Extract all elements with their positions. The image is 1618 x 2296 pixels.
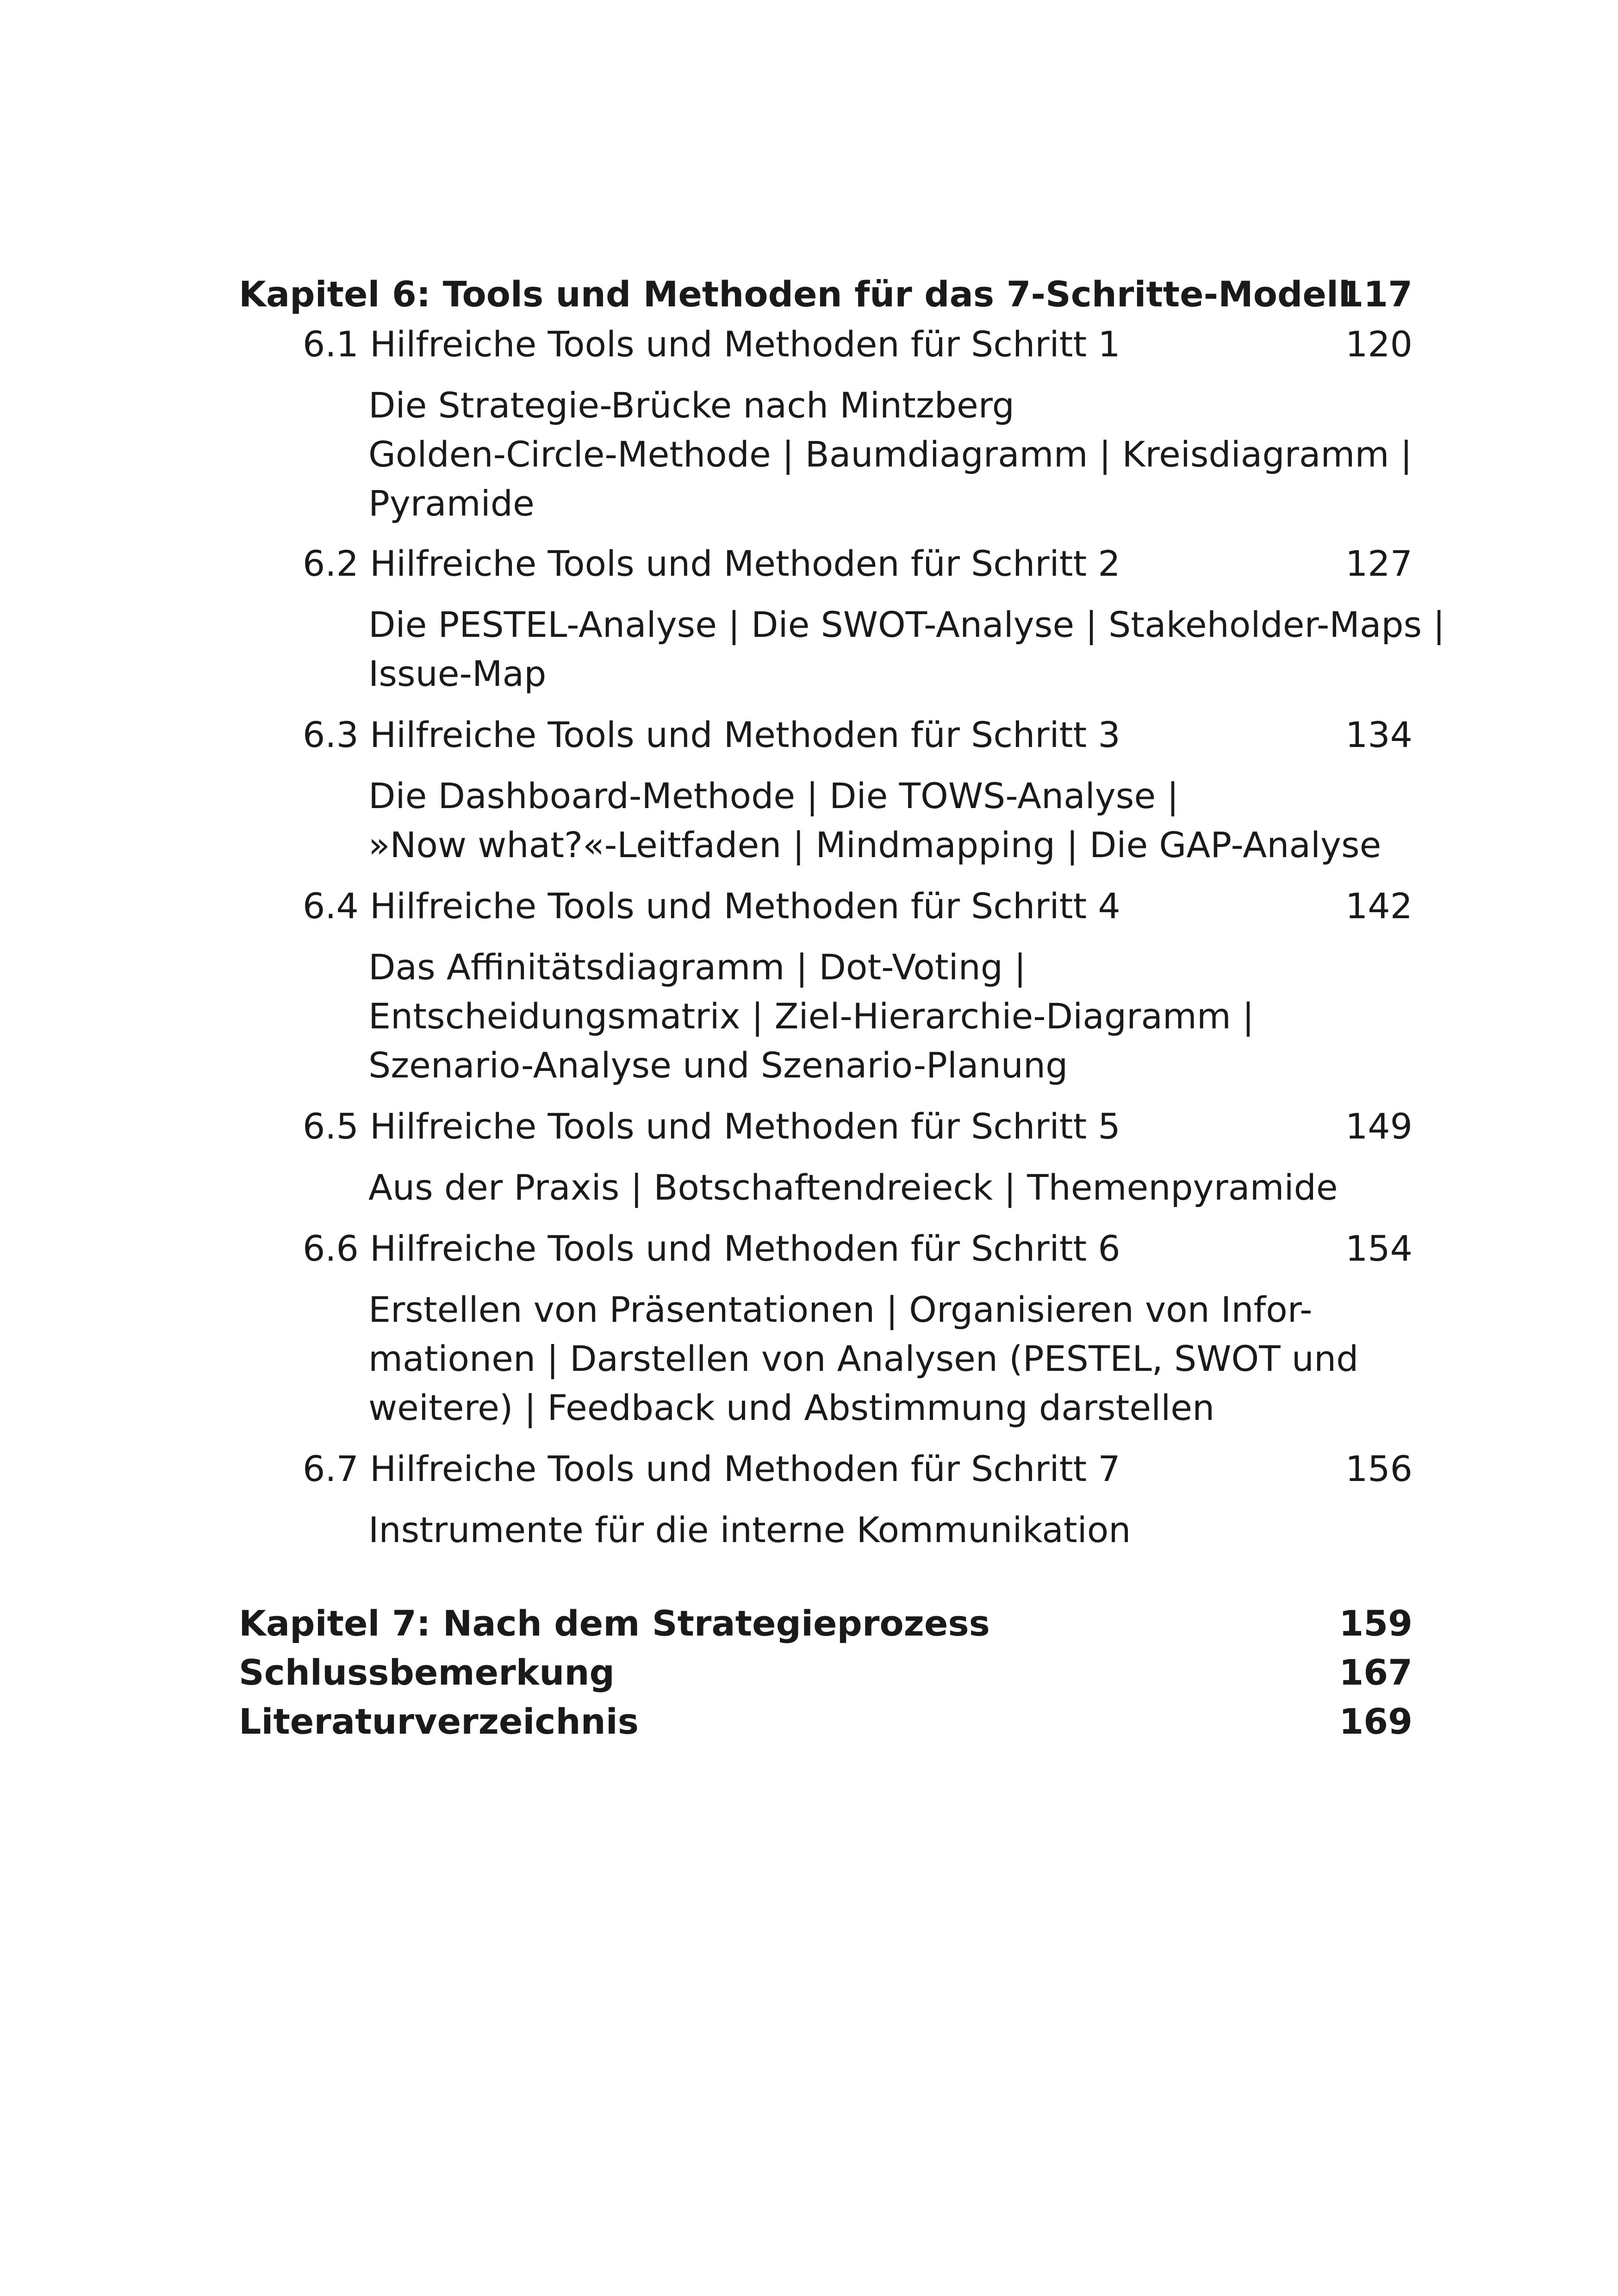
section-6-3-title: 6.3 Hilfreiche Tools und Methoden für Schritt 3 bbox=[303, 714, 1120, 755]
section-6-3-page: 134 bbox=[1345, 714, 1413, 755]
section-6-1-page: 120 bbox=[1345, 324, 1413, 365]
section-6-6-topic-line: weitere) | Feedback und Abstimmung darstellen bbox=[368, 1387, 1215, 1428]
section-6-5-page: 149 bbox=[1345, 1106, 1413, 1147]
section-6-6-page: 154 bbox=[1345, 1228, 1413, 1269]
section-6-7-page: 156 bbox=[1345, 1448, 1413, 1489]
section-6-2-topic-line: Issue-Map bbox=[368, 653, 547, 694]
section-6-6-title: 6.6 Hilfreiche Tools und Methoden für Schritt 6 bbox=[303, 1228, 1120, 1269]
section-6-1-title: 6.1 Hilfreiche Tools und Methoden für Schritt 1 bbox=[303, 324, 1120, 365]
section-6-3-topic-line: Die Dashboard-Methode | Die TOWS-Analyse | bbox=[368, 775, 1179, 816]
section-6-4-topic-line: Szenario-Analyse und Szenario-Planung bbox=[368, 1045, 1068, 1086]
section-6-1-topic-line: Die Strategie-Brücke nach Mintzberg bbox=[368, 385, 1014, 426]
section-6-3-topic-line: »Now what?«-Leitfaden | Mindmapping | Die GAP-Analyse bbox=[368, 824, 1382, 865]
section-6-4-topic-line: Entscheidungsmatrix | Ziel-Hierarchie-Diagramm | bbox=[368, 996, 1254, 1037]
section-6-2-page: 127 bbox=[1345, 543, 1413, 584]
section-6-4-topic-line: Das Affinitätsdiagramm | Dot-Voting | bbox=[368, 946, 1026, 988]
section-6-5-topic-line: Aus der Praxis | Botschaftendreieck | Themenpyramide bbox=[368, 1167, 1338, 1208]
section-6-4-page: 142 bbox=[1345, 885, 1413, 927]
section-6-6-topic-line: mationen | Darstellen von Analysen (PESTEL, SWOT und bbox=[368, 1338, 1359, 1379]
section-6-7-topic-line: Instrumente für die interne Kommunikation bbox=[368, 1509, 1131, 1550]
chapter-7-title: Kapitel 7: Nach dem Strategieprozess bbox=[239, 1603, 990, 1644]
section-6-7-title: 6.7 Hilfreiche Tools und Methoden für Schritt 7 bbox=[303, 1448, 1120, 1489]
section-6-1-topic-line: Golden-Circle-Methode | Baumdiagramm | Kreisdiagramm | bbox=[368, 434, 1413, 475]
section-6-6-topic-line: Erstellen von Präsentationen | Organisieren von Infor- bbox=[368, 1289, 1313, 1330]
schlussbemerkung-page: 167 bbox=[1339, 1652, 1413, 1693]
schlussbemerkung-title: Schlussbemerkung bbox=[239, 1652, 615, 1693]
chapter-6-title: Kapitel 6: Tools und Methoden für das 7-Schritte-Modell bbox=[239, 274, 1351, 315]
section-6-1-topic-line: Pyramide bbox=[368, 483, 535, 524]
chapter-7-page: 159 bbox=[1339, 1603, 1413, 1644]
section-6-2-title: 6.2 Hilfreiche Tools und Methoden für Schritt 2 bbox=[303, 543, 1120, 584]
section-6-5-title: 6.5 Hilfreiche Tools und Methoden für Schritt 5 bbox=[303, 1106, 1120, 1147]
literaturverzeichnis-page: 169 bbox=[1339, 1701, 1413, 1742]
section-6-2-topic-line: Die PESTEL-Analyse | Die SWOT-Analyse | Stakeholder-Maps | bbox=[368, 604, 1445, 645]
section-6-4-title: 6.4 Hilfreiche Tools und Methoden für Schritt 4 bbox=[303, 885, 1120, 927]
chapter-6-page: 117 bbox=[1339, 274, 1413, 315]
literaturverzeichnis-title: Literaturverzeichnis bbox=[239, 1701, 639, 1742]
